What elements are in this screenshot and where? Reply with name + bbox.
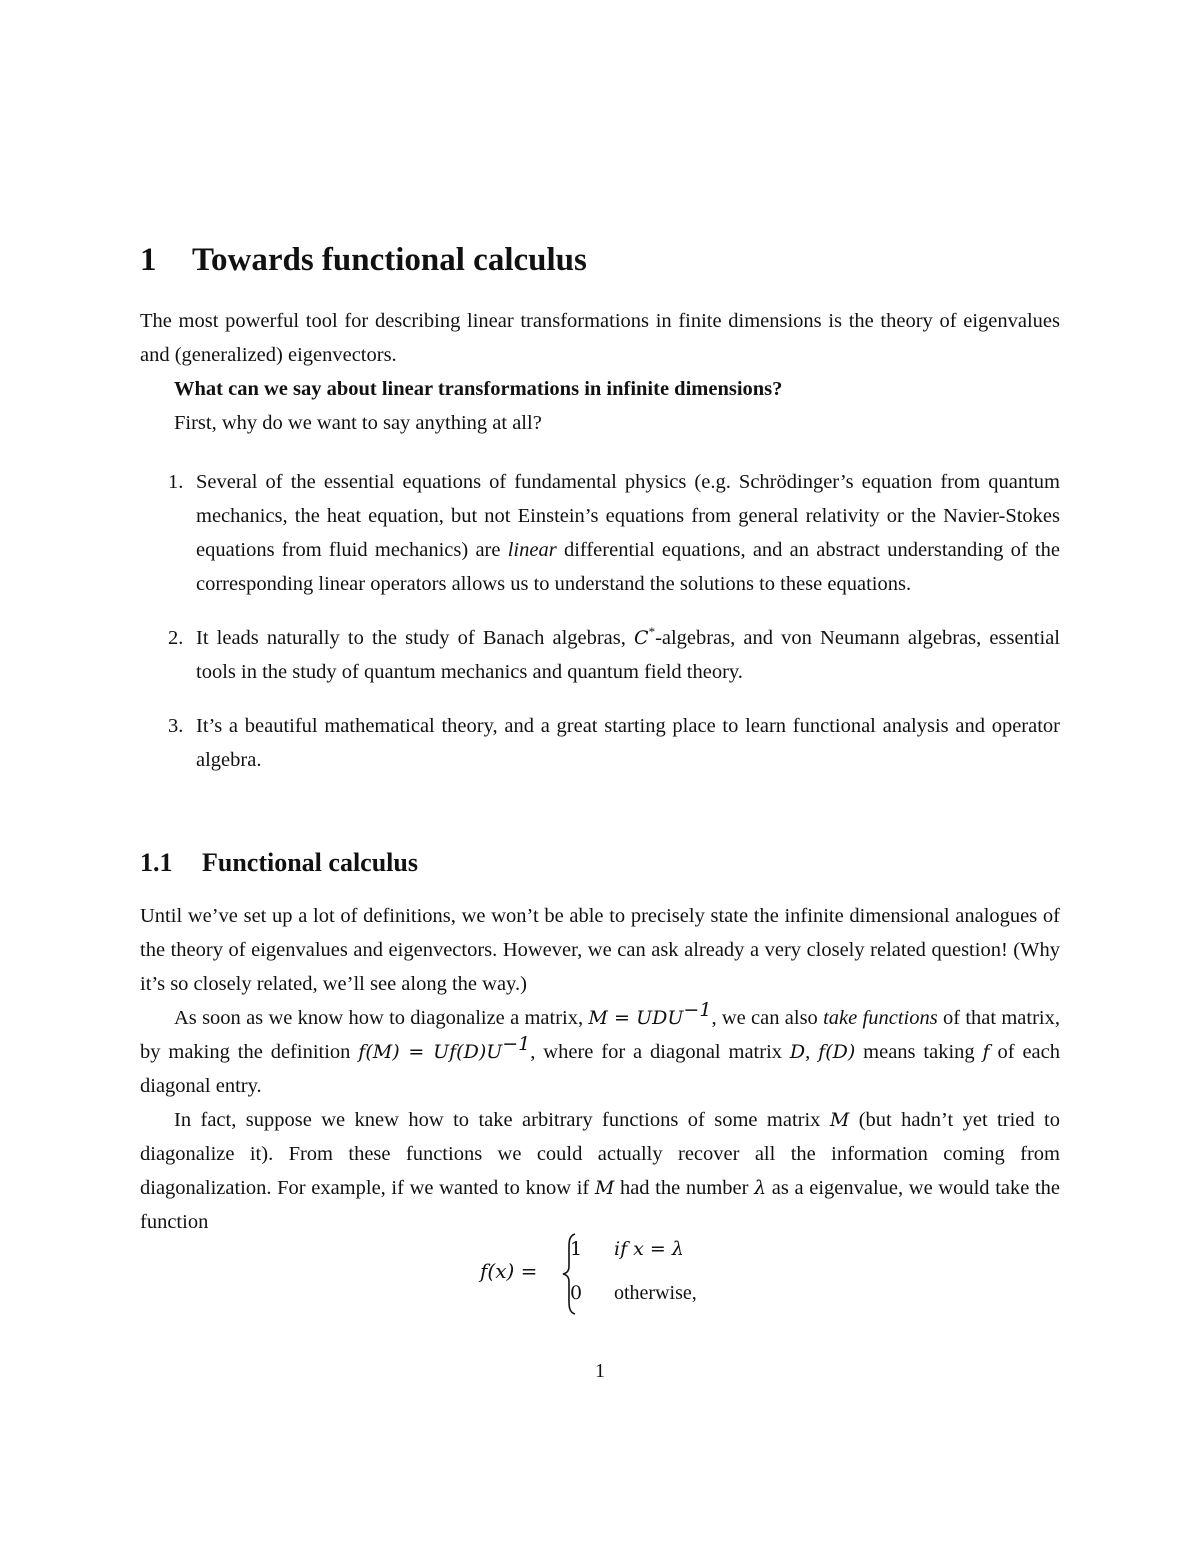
fc-paragraph-2: As soon as we know how to diagonalize a matrix, $M = UDU^{-1}$, we can also take functions of that matrix, by making the definition $f(M) = Uf(D)U^{-1}$, where for a diagonal matrix D, f(D) means taking f of each diagonal entry. (140, 999, 1060, 1097)
intro-why: First, why do we want to say anything at all? (174, 412, 542, 434)
equation-lhs: f(x) = (480, 1259, 538, 1283)
list-item-text: It leads naturally to the study of Banach algebras, C*-algebras, and von Neumann algebras, essential tools in the study of quantum mechanics and quantum field theory. (196, 624, 1060, 683)
functional-calculus-block (140, 899, 1060, 1239)
list-item (140, 465, 1060, 601)
subsection-heading (140, 845, 418, 881)
emphasis-linear: linear (507, 539, 557, 561)
math-lambda: λ (754, 1177, 767, 1199)
math-diagonalization: M = UDU (588, 1007, 684, 1029)
list-item-text: It’s a beautiful mathematical theory, and a great starting place to learn functional analysis and operator algebra. (196, 715, 1060, 771)
display-equation (480, 1232, 780, 1316)
case-row-1: 1 if x = λ (570, 1238, 684, 1260)
fc-paragraph-3: In fact, suppose we knew how to take arbitrary functions of some matrix M (but hadn’t yet tried to diagonalize it). From these functions we could actually recover all the information coming from diagonalization. For example, if we wanted to know if M had the number λ as a eigenvalue, we would take the function (140, 1109, 1061, 1233)
page-number: 1 (595, 1360, 605, 1382)
list-item-number: 2. (168, 627, 184, 649)
emphasis-take-functions: take functions (823, 1007, 938, 1029)
intro-question: What can we say about linear transformations in infinite dimensions? (174, 378, 783, 400)
case-row-2: 0 otherwise, (570, 1282, 697, 1304)
intro-paragraph: The most powerful tool for describing linear transformations in finite dimensions is the theory of eigenvalues and (generalized) eigenvectors. (140, 310, 1060, 366)
subsection-title: Functional calculus (202, 848, 418, 877)
list-item (140, 621, 1060, 689)
reasons-list (140, 465, 1060, 797)
list-item (140, 709, 1060, 777)
section-title: Towards functional calculus (192, 242, 587, 278)
list-item-number: 1. (168, 471, 184, 493)
fc-paragraph-1: Until we’ve set up a lot of definitions, we won’t be able to precisely state the infinite dimensional analogues of the theory of eigenvalues and eigenvectors. However, we can ask already a very closely related question! (Why it’s so closely related, we’ll see along the way.) (140, 905, 1060, 995)
math-c-star: C (634, 627, 649, 649)
section-heading (140, 238, 587, 282)
intro-block (140, 304, 1060, 440)
section-number: 1 (140, 242, 157, 278)
list-item-text: Several of the essential equations of fundamental physics (e.g. Schrödinger’s equation from quantum mechanics, the heat equation, but not Einstein’s equations from general relativity or the Navier-Stokes equations from fluid mechanics) are linear differential equations, and an abstract understanding of the corresponding linear operators allows us to understand the solutions to these equations. (196, 471, 1060, 595)
list-item-number: 3. (168, 715, 184, 737)
math-definition: f(M) = Uf(D)U (358, 1041, 503, 1063)
subsection-number: 1.1 (140, 848, 173, 877)
